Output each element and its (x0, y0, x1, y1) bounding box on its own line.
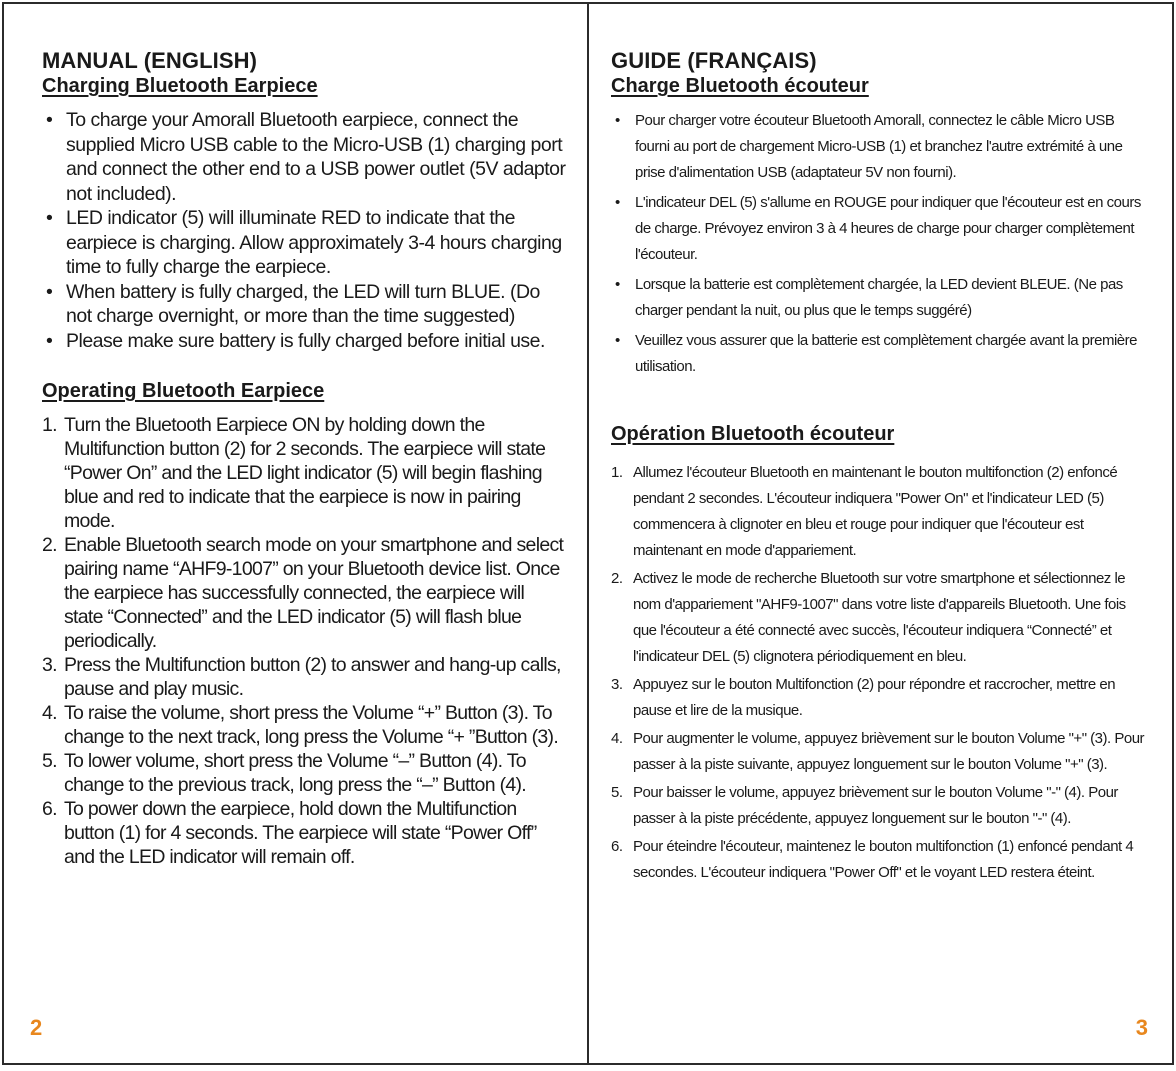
step-text: Allumez l'écouteur Bluetooth en maintenant le bouton multifonction (2) enfoncé pendant 2 secondes. L'écouteur indiquera "Power On" et l'indicateur LED (5) commencera à clignoter en bleu et rouge pour indiquer que l'écouteur est maintenant en mode d'appariement. (633, 464, 1118, 559)
step-text: Pour augmenter le volume, appuyez brièvement sur le bouton Volume "+" (3). Pour passer à la piste suivante, appuyez longuement sur le bouton Volume "+" (3). (633, 730, 1145, 773)
list-item: • Pour charger votre écouteur Bluetooth Amorall, connectez le câble Micro USB fourni au port de chargement Micro-USB (1) et branchez l'autre extrémité à une prise d'alimentation USB (adaptateur 5V non fourni). (611, 108, 1152, 186)
manual-spread (2, 2, 1174, 1065)
step-item (42, 533, 567, 653)
charging-list-french (611, 108, 1152, 380)
list-item: • To charge your Amorall Bluetooth earpiece, connect the supplied Micro USB cable to the Micro-USB (1) charging port and connect the other end to a USB power outlet (5V adaptor not included). (42, 108, 567, 206)
page-english (4, 4, 589, 1063)
page-number-right: 3 (1135, 1015, 1148, 1040)
step-number: 3. (42, 654, 57, 676)
step-text: Appuyez sur le bouton Multifonction (2) pour répondre et raccrocher, mettre en pause et lire de la musique. (633, 676, 1116, 719)
step-text: To power down the earpiece, hold down the Multifunction button (1) for 4 seconds. The earpiece will state “Power Off” and the LED indicator will remain off. (64, 798, 537, 868)
step-number: 6. (42, 798, 57, 820)
manual-title-english: MANUAL (ENGLISH) (42, 48, 258, 73)
step-text: Enable Bluetooth search mode on your smartphone and select pairing name “AHF9-1007” on your Bluetooth device list. Once the earpiece has successfully connected, the earpiece will state “Connected” and the LED indicator (5) will flash blue periodically. (64, 534, 564, 652)
operating-heading-french: Opération Bluetooth écouteur (611, 423, 895, 445)
step-item (611, 566, 1152, 670)
step-number: 3. (611, 676, 623, 693)
step-text: Activez le mode de recherche Bluetooth sur votre smartphone et sélectionnez le nom d'appariement "AHF9-1007" dans votre liste d'appareils Bluetooth. Une fois que l'écouteur a été connecté avec succès, l'écouteur indiquera “Connecté” et l'indicateur DEL (5) clignotera périodiquement en bleu. (633, 570, 1126, 665)
page-number-left: 2 (30, 1015, 43, 1040)
step-item (42, 701, 567, 749)
list-item: • Please make sure battery is fully charged before initial use. (42, 329, 567, 354)
step-number: 4. (611, 730, 623, 747)
step-text: Pour éteindre l'écouteur, maintenez le bouton multifonction (1) enfoncé pendant 4 secondes. L'écouteur indiquera "Power Off" et le voyant LED restera éteint. (633, 838, 1134, 881)
page-french (589, 4, 1172, 1063)
step-item (611, 834, 1152, 886)
list-item: • LED indicator (5) will illuminate RED to indicate that the earpiece is charging. Allow approximately 3-4 hours charging time to fully charge the earpiece. (42, 206, 567, 280)
step-item (42, 797, 567, 869)
operating-steps-french (611, 460, 1152, 886)
charging-heading-french: Charge Bluetooth écouteur (611, 75, 869, 97)
operating-steps-english (42, 413, 567, 869)
step-number: 5. (611, 784, 623, 801)
step-number: 1. (611, 464, 623, 481)
step-text: Turn the Bluetooth Earpiece ON by holding down the Multifunction button (2) for 2 seconds. The earpiece will state “Power On” and the LED light indicator (5) will begin flashing blue and red to indicate that the earpiece is now in pairing mode. (64, 414, 546, 532)
operating-heading-english: Operating Bluetooth Earpiece (42, 380, 325, 402)
step-text: Pour baisser le volume, appuyez brièvement sur le bouton Volume "-" (4). Pour passer à la piste précédente, appuyez longuement sur le bouton "-" (4). (633, 784, 1118, 827)
step-item (611, 726, 1152, 778)
charging-list-english (42, 108, 567, 353)
step-item (42, 413, 567, 533)
step-text: Press the Multifunction button (2) to answer and hang-up calls, pause and play music. (64, 654, 561, 700)
step-number: 5. (42, 750, 57, 772)
step-number: 6. (611, 838, 623, 855)
step-text: To raise the volume, short press the Volume “+” Button (3). To change to the next track, long press the Volume “+ ”Button (3). (64, 702, 559, 748)
step-item (611, 672, 1152, 724)
step-number: 2. (611, 570, 623, 587)
step-item (611, 460, 1152, 564)
charging-heading-english: Charging Bluetooth Earpiece (42, 75, 318, 97)
list-item: • Lorsque la batterie est complètement chargée, la LED devient BLEUE. (Ne pas charger pendant la nuit, ou plus que le temps suggéré) (611, 272, 1152, 324)
step-item (42, 749, 567, 797)
step-number: 4. (42, 702, 57, 724)
manual-title-french: GUIDE (FRANÇAIS) (611, 48, 817, 73)
step-number: 2. (42, 534, 57, 556)
step-item (611, 780, 1152, 832)
list-item: • L'indicateur DEL (5) s'allume en ROUGE pour indiquer que l'écouteur est en cours de charge. Prévoyez environ 3 à 4 heures de charge pour charger complètement l'écouteur. (611, 190, 1152, 268)
list-item: • When battery is fully charged, the LED will turn BLUE. (Do not charge overnight, or more than the time suggested) (42, 280, 567, 329)
step-number: 1. (42, 414, 57, 436)
list-item: • Veuillez vous assurer que la batterie est complètement chargée avant la première utilisation. (611, 328, 1152, 380)
step-item (42, 653, 567, 701)
step-text: To lower volume, short press the Volume “–” Button (4). To change to the previous track, long press the “–” Button (4). (64, 750, 527, 796)
